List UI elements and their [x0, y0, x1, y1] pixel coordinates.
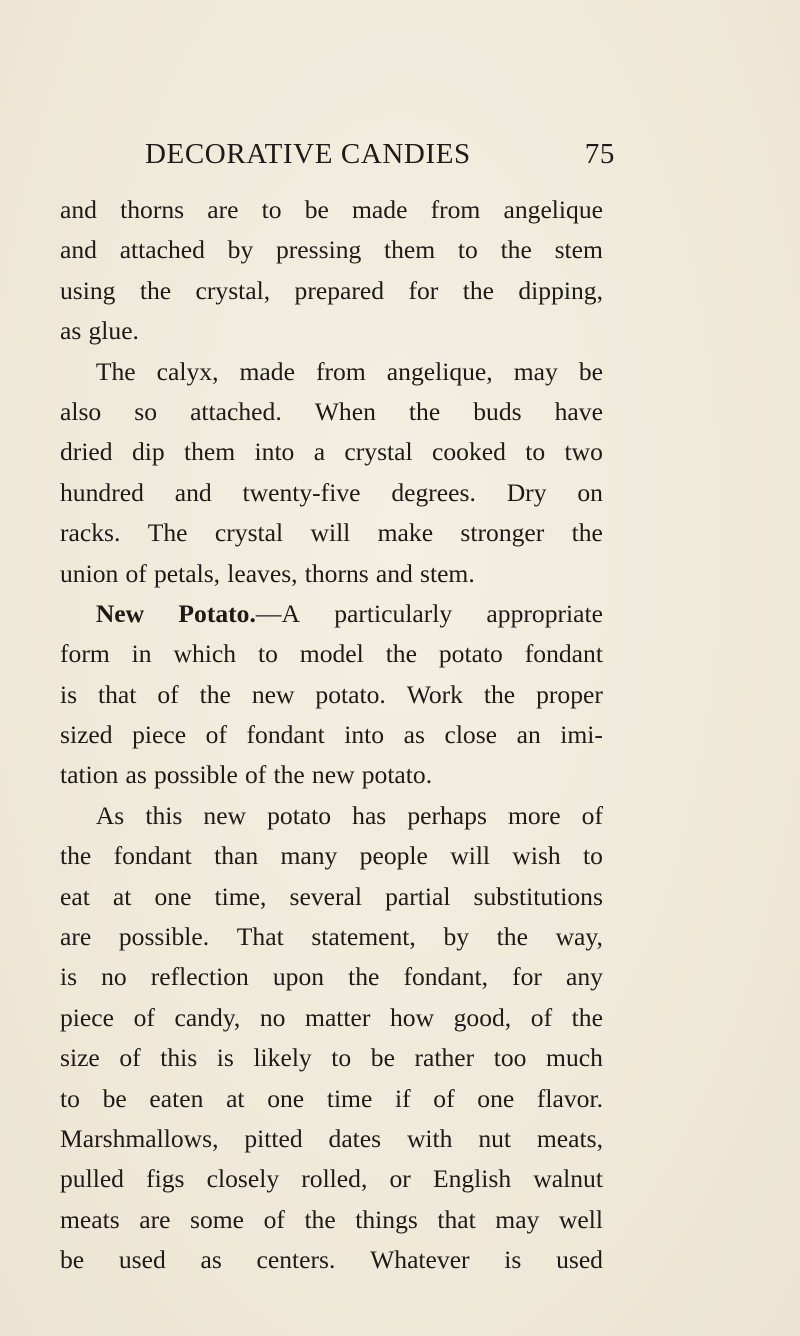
word: closely: [206, 1164, 280, 1194]
word: at: [112, 881, 132, 911]
word: as: [200, 1245, 222, 1275]
word: eat: [60, 881, 90, 911]
word: the: [500, 235, 532, 265]
word: is: [60, 962, 78, 992]
word: has: [352, 800, 387, 830]
word: several: [289, 881, 362, 911]
word: from: [430, 195, 481, 224]
word: of: [133, 1002, 155, 1032]
word: New: [95, 598, 145, 628]
word: Potato.—A: [178, 598, 300, 628]
word: which: [173, 639, 237, 669]
word: and: [60, 235, 97, 265]
text-line: [60, 271, 603, 311]
text-line: [60, 1079, 603, 1119]
word: form: [60, 639, 110, 669]
word: angelique: [503, 195, 603, 224]
word: imi-: [560, 720, 603, 750]
word: two: [564, 437, 603, 467]
word: dipping,: [518, 275, 603, 305]
word: the: [273, 760, 305, 790]
body-text: [60, 190, 603, 1281]
word: of: [581, 800, 603, 830]
word: That: [236, 922, 284, 952]
word: Marshmallows,: [60, 1123, 219, 1153]
word: too: [493, 1043, 527, 1073]
text-line: [60, 230, 603, 270]
word: be: [578, 356, 603, 386]
text-line: [60, 634, 603, 674]
word: be: [370, 1043, 395, 1073]
text-line: [60, 473, 603, 513]
text-line: [60, 392, 603, 432]
word: twenty-five: [242, 477, 361, 507]
word: possible: [153, 760, 238, 790]
text-line: [60, 1200, 603, 1240]
word: nut: [478, 1123, 512, 1153]
word: tation: [60, 760, 119, 790]
text-line: [60, 594, 603, 634]
word: the: [60, 841, 92, 871]
word: many: [280, 841, 338, 871]
word: the: [408, 396, 441, 426]
word: using: [60, 275, 116, 305]
word: are: [60, 922, 92, 952]
word: of: [119, 1043, 141, 1073]
word: leaves,: [227, 558, 298, 588]
word: or: [389, 1164, 411, 1194]
word: piece: [60, 1002, 114, 1032]
word: fondant: [113, 841, 192, 871]
word: perhaps: [407, 800, 487, 830]
word: crystal: [214, 518, 284, 548]
word: appropriate: [486, 598, 603, 628]
word: may: [513, 356, 558, 386]
word: matter: [305, 1002, 371, 1032]
word: are: [207, 195, 239, 224]
word: have: [554, 396, 603, 426]
word: of: [157, 679, 179, 709]
word: fondant: [246, 720, 325, 750]
word: used: [556, 1245, 603, 1275]
word: also: [60, 396, 102, 426]
word: time,: [214, 881, 267, 911]
word: potato: [267, 800, 332, 830]
word: dates: [328, 1123, 382, 1153]
word: cooked: [432, 437, 506, 467]
word: any: [565, 962, 603, 992]
word: The: [147, 518, 188, 548]
word: be: [60, 1245, 85, 1275]
word: one: [267, 1083, 305, 1113]
running-title: DECORATIVE CANDIES: [145, 138, 471, 170]
word: statement,: [311, 922, 416, 952]
word: calyx,: [156, 356, 219, 386]
word: them: [384, 235, 436, 265]
word: as: [403, 720, 425, 750]
word: stem.: [420, 558, 475, 588]
word: wish: [512, 841, 561, 871]
word: piece: [132, 720, 187, 750]
word: no: [101, 962, 127, 992]
word: at: [226, 1083, 245, 1113]
text-line: [60, 796, 603, 836]
word: time: [326, 1083, 373, 1113]
text-line: [60, 554, 603, 594]
word: possible.: [118, 922, 210, 952]
word: of: [125, 558, 147, 588]
word: as: [60, 316, 82, 346]
word: Whatever: [370, 1245, 470, 1275]
word: an: [516, 720, 541, 750]
word: Work: [406, 679, 463, 709]
word: well: [558, 1204, 603, 1234]
word: close: [444, 720, 498, 750]
word: made: [239, 356, 295, 386]
word: meats: [60, 1204, 120, 1234]
word: new: [311, 760, 355, 790]
word: particularly: [334, 598, 453, 628]
word: the: [483, 679, 516, 709]
word: may: [495, 1204, 540, 1234]
word: racks.: [60, 518, 121, 548]
word: flavor.: [536, 1083, 603, 1113]
word: prepared: [294, 275, 385, 305]
word: degrees.: [391, 477, 476, 507]
text-line: [60, 715, 603, 755]
word: thorns: [304, 558, 369, 588]
word: into: [344, 720, 385, 750]
text-line: [60, 1119, 603, 1159]
word: pitted: [244, 1123, 303, 1153]
word: this: [160, 1043, 198, 1073]
word: will: [450, 841, 491, 871]
text-line: [60, 1240, 603, 1280]
word: candy,: [174, 1002, 241, 1032]
word: to: [525, 437, 546, 467]
word: attached.: [190, 396, 282, 426]
word: As: [95, 800, 125, 830]
word: make: [377, 518, 434, 548]
word: pulled: [60, 1164, 124, 1194]
word: to: [60, 1083, 80, 1113]
word: buds: [473, 396, 522, 426]
text-line: [60, 1038, 603, 1078]
word: one: [477, 1083, 515, 1113]
word: and: [375, 558, 413, 588]
page-number: 75: [584, 138, 615, 170]
text-line: [60, 190, 603, 230]
word: to: [457, 235, 478, 265]
word: more: [507, 800, 561, 830]
word: be: [102, 1083, 127, 1113]
word: partial: [385, 881, 451, 911]
word: for: [512, 962, 542, 992]
word: Dry: [506, 477, 547, 507]
word: eaten: [149, 1083, 204, 1113]
word: than: [214, 841, 259, 871]
word: how: [389, 1002, 435, 1032]
word: angelique,: [386, 356, 493, 386]
word: dip: [131, 437, 165, 467]
text-line: [60, 432, 603, 472]
word: the: [199, 679, 231, 709]
word: rather: [414, 1043, 475, 1073]
word: to: [257, 639, 278, 669]
word: model: [299, 639, 364, 669]
word: with: [406, 1123, 453, 1153]
word: one: [154, 881, 192, 911]
word: by: [443, 922, 470, 952]
word: union: [60, 558, 119, 588]
word: the: [571, 1002, 603, 1032]
text-line: [60, 1159, 603, 1199]
word: that: [98, 679, 137, 709]
word: of: [433, 1083, 455, 1113]
text-line: [60, 755, 603, 795]
word: the: [496, 922, 528, 952]
word: crystal: [344, 437, 413, 467]
word: of: [263, 1204, 285, 1234]
text-line: [60, 877, 603, 917]
word: rolled,: [301, 1164, 368, 1194]
word: crystal,: [195, 275, 271, 305]
word: substitutions: [473, 881, 603, 911]
word: sized: [60, 720, 113, 750]
word: on: [577, 477, 603, 507]
word: dried: [60, 437, 113, 467]
word: to: [331, 1043, 352, 1073]
word: if: [394, 1083, 411, 1113]
word: fondant: [524, 639, 603, 669]
word: English: [432, 1164, 512, 1194]
word: in: [131, 639, 152, 669]
word: this: [145, 800, 183, 830]
word: by: [227, 235, 254, 265]
word: the: [139, 275, 172, 305]
word: is: [504, 1245, 522, 1275]
word: centers.: [256, 1245, 336, 1275]
text-line: [60, 917, 603, 957]
word: for: [408, 275, 439, 305]
word: way,: [555, 922, 603, 952]
word: be: [304, 195, 329, 224]
word: to: [261, 195, 282, 224]
word: so: [134, 396, 158, 426]
word: some: [190, 1204, 245, 1234]
word: the: [571, 518, 603, 548]
text-line: [60, 513, 603, 553]
word: made: [352, 195, 408, 224]
word: people: [359, 841, 428, 871]
word: pressing: [275, 235, 362, 265]
word: The: [95, 356, 136, 386]
word: will: [310, 518, 351, 548]
word: likely: [253, 1043, 312, 1073]
word: meats,: [536, 1123, 603, 1153]
word: stem: [554, 235, 603, 265]
text-line: [60, 311, 603, 351]
word: is: [216, 1043, 234, 1073]
word: size: [60, 1043, 100, 1073]
word: used: [118, 1245, 166, 1275]
word: When: [314, 396, 376, 426]
word: the: [348, 962, 380, 992]
word: as: [125, 760, 147, 790]
word: the: [304, 1204, 336, 1234]
word: potato.: [361, 760, 433, 790]
word: of: [245, 760, 267, 790]
word: is: [60, 679, 78, 709]
word: fondant,: [403, 962, 489, 992]
word: figs: [146, 1164, 185, 1194]
word: proper: [536, 679, 603, 709]
word: good,: [453, 1002, 512, 1032]
word: things: [355, 1204, 418, 1234]
word: reflection: [150, 962, 249, 992]
word: a: [313, 437, 326, 467]
word: upon: [272, 962, 325, 992]
word: the: [462, 275, 494, 305]
word: are: [139, 1204, 171, 1234]
word: and: [60, 195, 97, 224]
word: of: [530, 1002, 553, 1032]
word: no: [259, 1002, 286, 1032]
text-line: [60, 998, 603, 1038]
text-line: [60, 836, 603, 876]
text-line: [60, 675, 603, 715]
word: into: [254, 437, 295, 467]
word: glue.: [88, 316, 139, 346]
word: stronger: [460, 518, 545, 548]
word: walnut: [533, 1164, 603, 1194]
word: hundred: [60, 477, 144, 507]
word: new: [203, 800, 247, 830]
word: petals,: [153, 558, 221, 588]
word: to: [583, 841, 603, 871]
running-head: [145, 138, 615, 178]
word: from: [315, 356, 366, 386]
word: and: [174, 477, 212, 507]
word: potato: [438, 639, 503, 669]
text-line: [60, 957, 603, 997]
word: much: [546, 1043, 603, 1073]
word: attached: [119, 235, 205, 265]
word: potato.: [315, 679, 386, 709]
word: the: [385, 639, 417, 669]
word: new: [251, 679, 295, 709]
text-line: [60, 352, 603, 392]
word: thorns: [120, 195, 185, 224]
word: them: [184, 437, 236, 467]
word: that: [437, 1204, 476, 1234]
word: of: [205, 720, 227, 750]
